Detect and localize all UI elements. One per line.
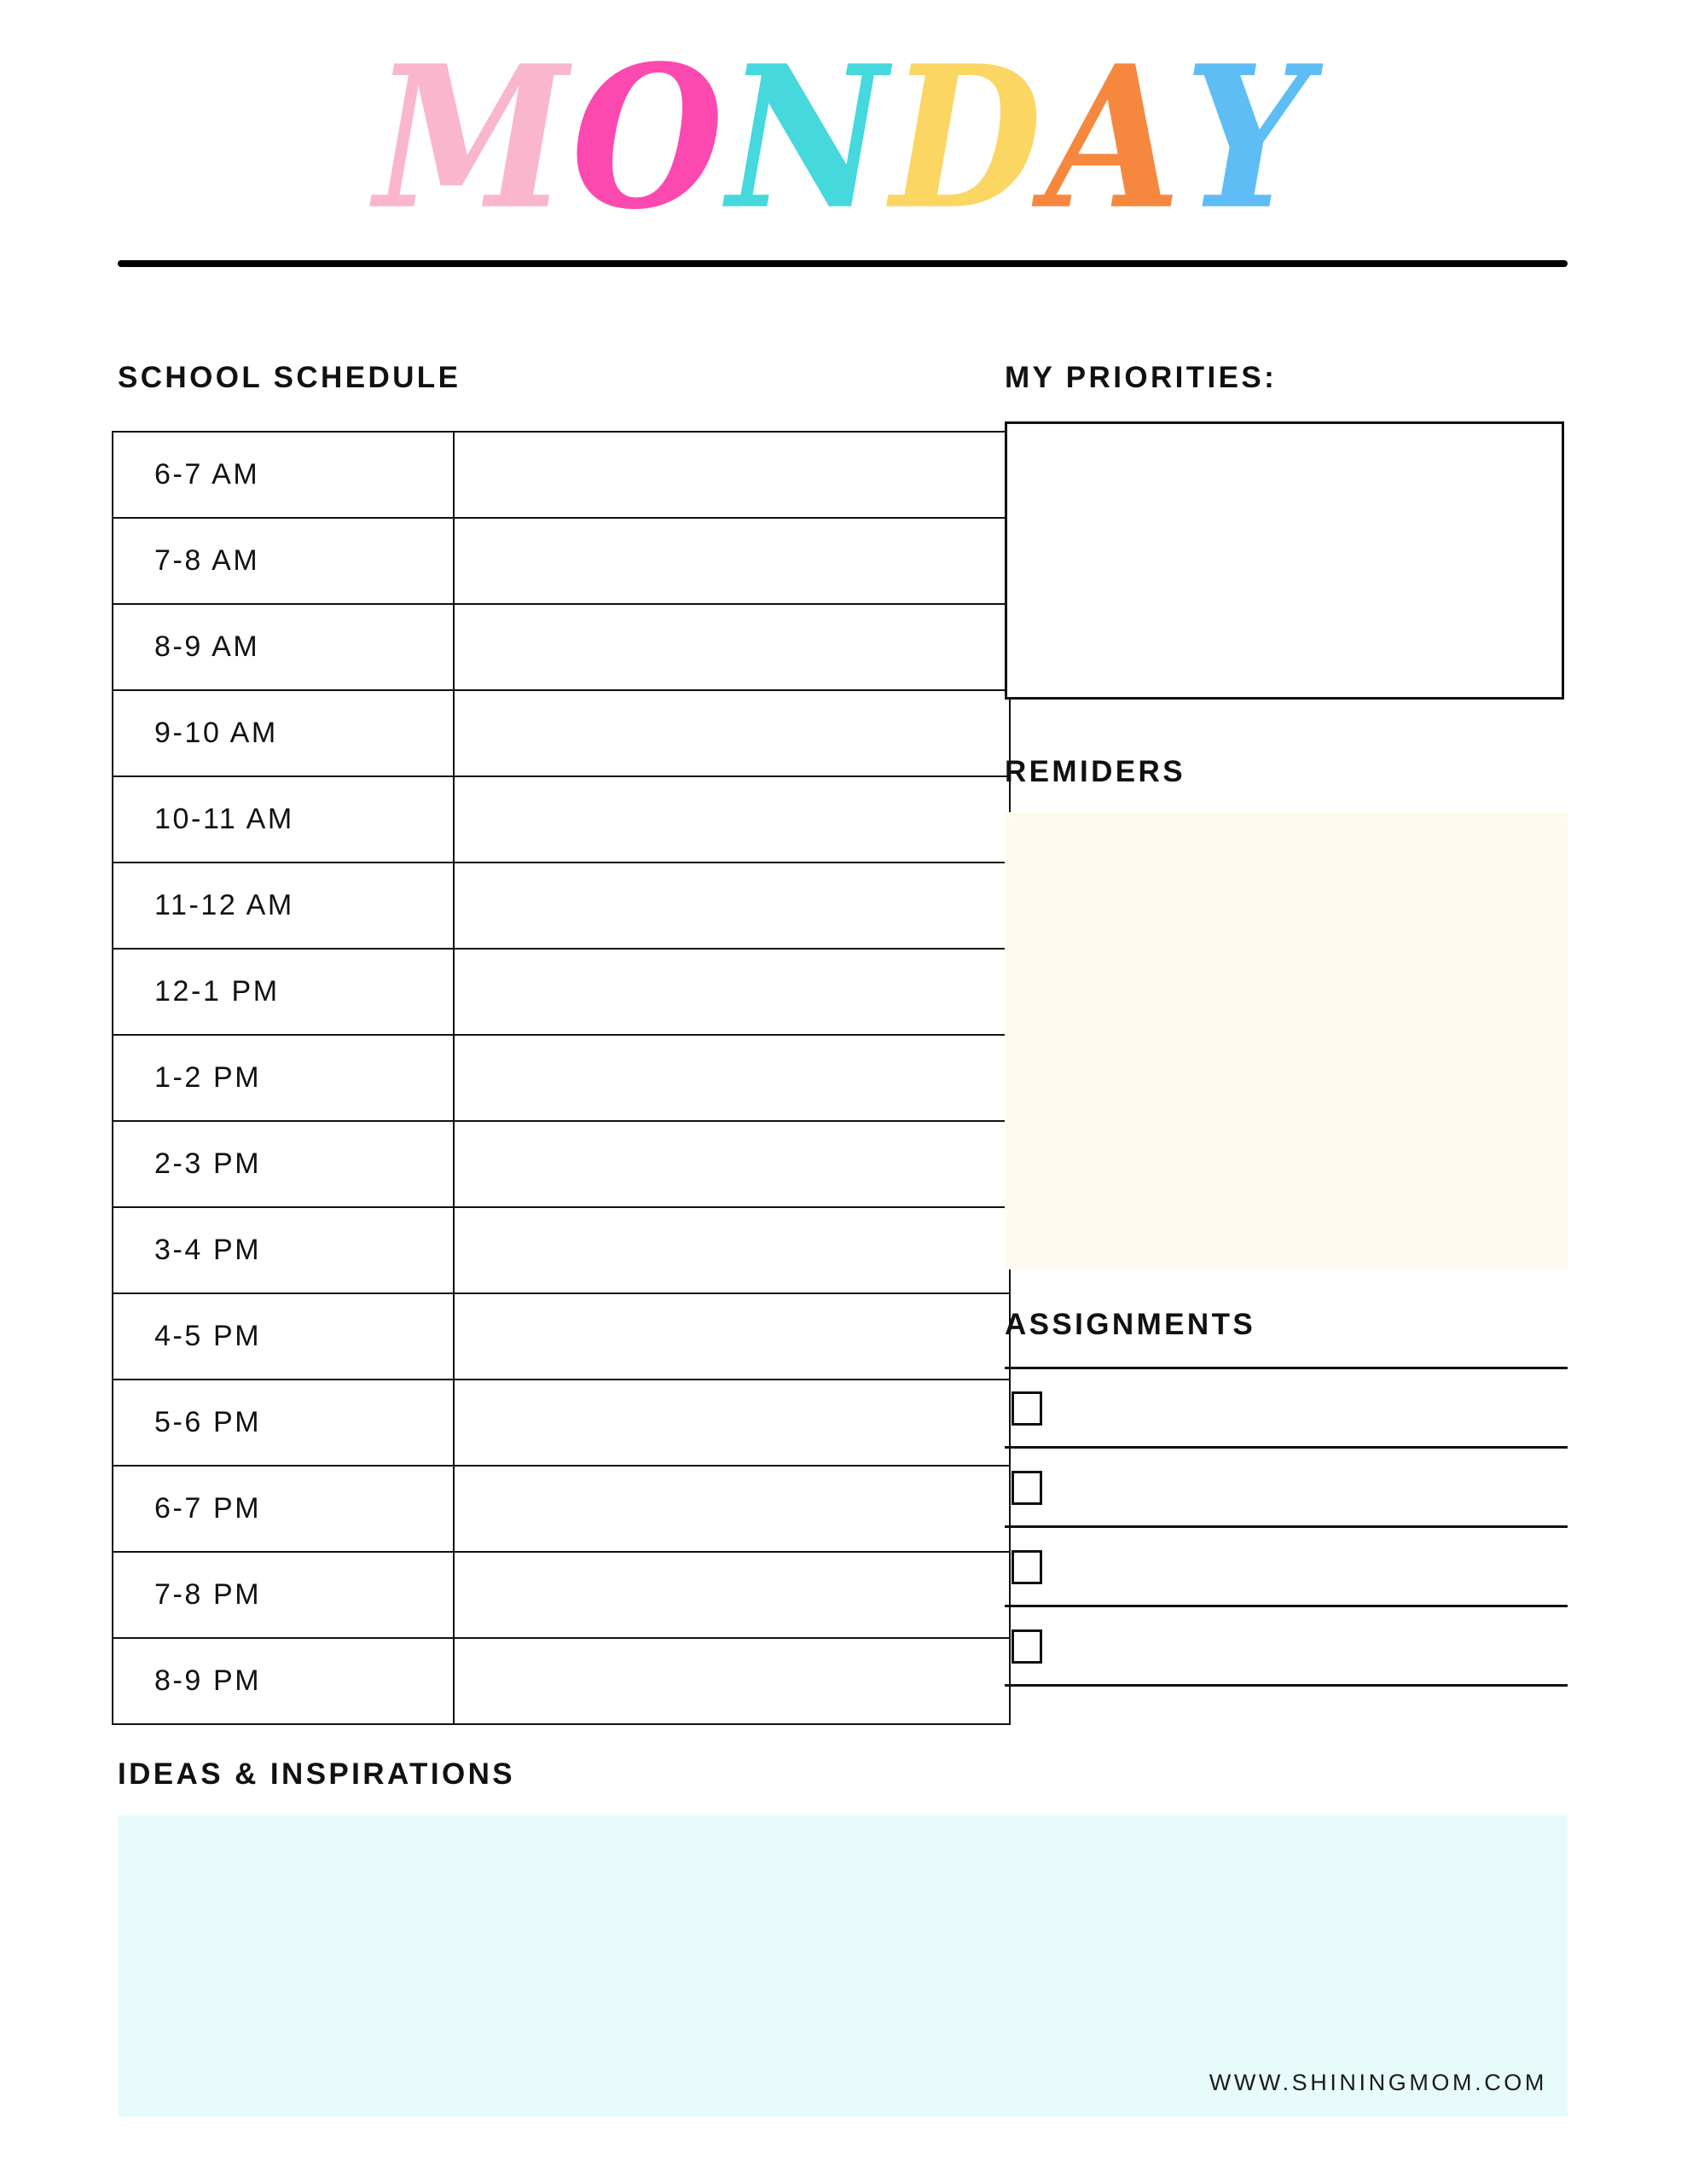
assignment-checkbox[interactable]	[1012, 1391, 1042, 1426]
schedule-time-label: 8-9 AM	[113, 604, 454, 690]
schedule-time-label: 9-10 AM	[113, 690, 454, 776]
schedule-time-label: 5-6 PM	[113, 1380, 454, 1466]
schedule-time-label: 12-1 PM	[113, 949, 454, 1035]
ideas-input-area[interactable]	[118, 1815, 1568, 2117]
schedule-time-label: 2-3 PM	[113, 1121, 454, 1207]
schedule-entry-field[interactable]	[454, 1552, 1010, 1638]
table-row	[113, 432, 1010, 518]
table-row	[113, 1207, 1010, 1293]
title-letter-a-4: A	[1045, 23, 1185, 253]
title-letter-d-3: D	[890, 23, 1046, 253]
title-letter-y-5: Y	[1184, 23, 1313, 253]
page-title	[0, 23, 1687, 253]
title-letter-m-0: M	[374, 23, 571, 253]
table-row	[113, 1293, 1010, 1380]
schedule-entry-field[interactable]	[454, 518, 1010, 604]
assignment-row	[1005, 1446, 1568, 1525]
title-letter-n-2: N	[727, 23, 890, 253]
site-url-footer: WWW.SHININGMOM.COM	[1209, 2070, 1547, 2095]
table-row	[113, 949, 1010, 1035]
table-row	[113, 604, 1010, 690]
table-row	[113, 863, 1010, 949]
assignment-row	[1005, 1605, 1568, 1687]
schedule-entry-field[interactable]	[454, 949, 1010, 1035]
schedule-time-label: 10-11 AM	[113, 776, 454, 863]
table-row	[113, 1035, 1010, 1121]
table-row	[113, 1466, 1010, 1552]
schedule-entry-field[interactable]	[454, 1380, 1010, 1466]
school-schedule-heading: SCHOOL SCHEDULE	[118, 361, 461, 394]
table-row	[113, 518, 1010, 604]
schedule-time-label: 3-4 PM	[113, 1207, 454, 1293]
title-letter-o-1: O	[571, 23, 728, 253]
schedule-entry-field[interactable]	[454, 1293, 1010, 1380]
my-priorities-heading: MY PRIORITIES:	[1005, 361, 1278, 394]
schedule-entry-field[interactable]	[454, 863, 1010, 949]
assignment-checkbox[interactable]	[1012, 1629, 1042, 1664]
schedule-entry-field[interactable]	[454, 690, 1010, 776]
title-divider	[118, 260, 1568, 267]
assignments-list	[1005, 1367, 1568, 1687]
assignments-heading: ASSIGNMENTS	[1005, 1308, 1256, 1341]
schedule-entry-field[interactable]	[454, 604, 1010, 690]
assignment-checkbox[interactable]	[1012, 1550, 1042, 1584]
table-row	[113, 690, 1010, 776]
schedule-time-label: 4-5 PM	[113, 1293, 454, 1380]
schedule-entry-field[interactable]	[454, 1207, 1010, 1293]
schedule-time-label: 6-7 PM	[113, 1466, 454, 1552]
schedule-entry-field[interactable]	[454, 1466, 1010, 1552]
reminders-heading: REMIDERS	[1005, 755, 1186, 788]
schedule-entry-field[interactable]	[454, 1638, 1010, 1724]
table-row	[113, 1552, 1010, 1638]
schedule-entry-field[interactable]	[454, 1121, 1010, 1207]
schedule-entry-field[interactable]	[454, 776, 1010, 863]
schedule-time-label: 7-8 PM	[113, 1552, 454, 1638]
my-priorities-input-area[interactable]	[1005, 421, 1564, 700]
table-row	[113, 1638, 1010, 1724]
table-row	[113, 1380, 1010, 1466]
ideas-and-inspirations-heading: IDEAS & INSPIRATIONS	[118, 1757, 516, 1791]
reminders-input-area[interactable]	[1005, 812, 1568, 1269]
assignment-row	[1005, 1367, 1568, 1446]
schedule-entry-field[interactable]	[454, 432, 1010, 518]
school-schedule-table	[112, 431, 1011, 1725]
schedule-time-label: 1-2 PM	[113, 1035, 454, 1121]
schedule-time-label: 11-12 AM	[113, 863, 454, 949]
assignment-row	[1005, 1525, 1568, 1605]
schedule-time-label: 8-9 PM	[113, 1638, 454, 1724]
schedule-time-label: 7-8 AM	[113, 518, 454, 604]
assignment-checkbox[interactable]	[1012, 1471, 1042, 1505]
schedule-time-label: 6-7 AM	[113, 432, 454, 518]
table-row	[113, 776, 1010, 863]
table-row	[113, 1121, 1010, 1207]
day-title-monday	[374, 23, 1313, 253]
schedule-entry-field[interactable]	[454, 1035, 1010, 1121]
